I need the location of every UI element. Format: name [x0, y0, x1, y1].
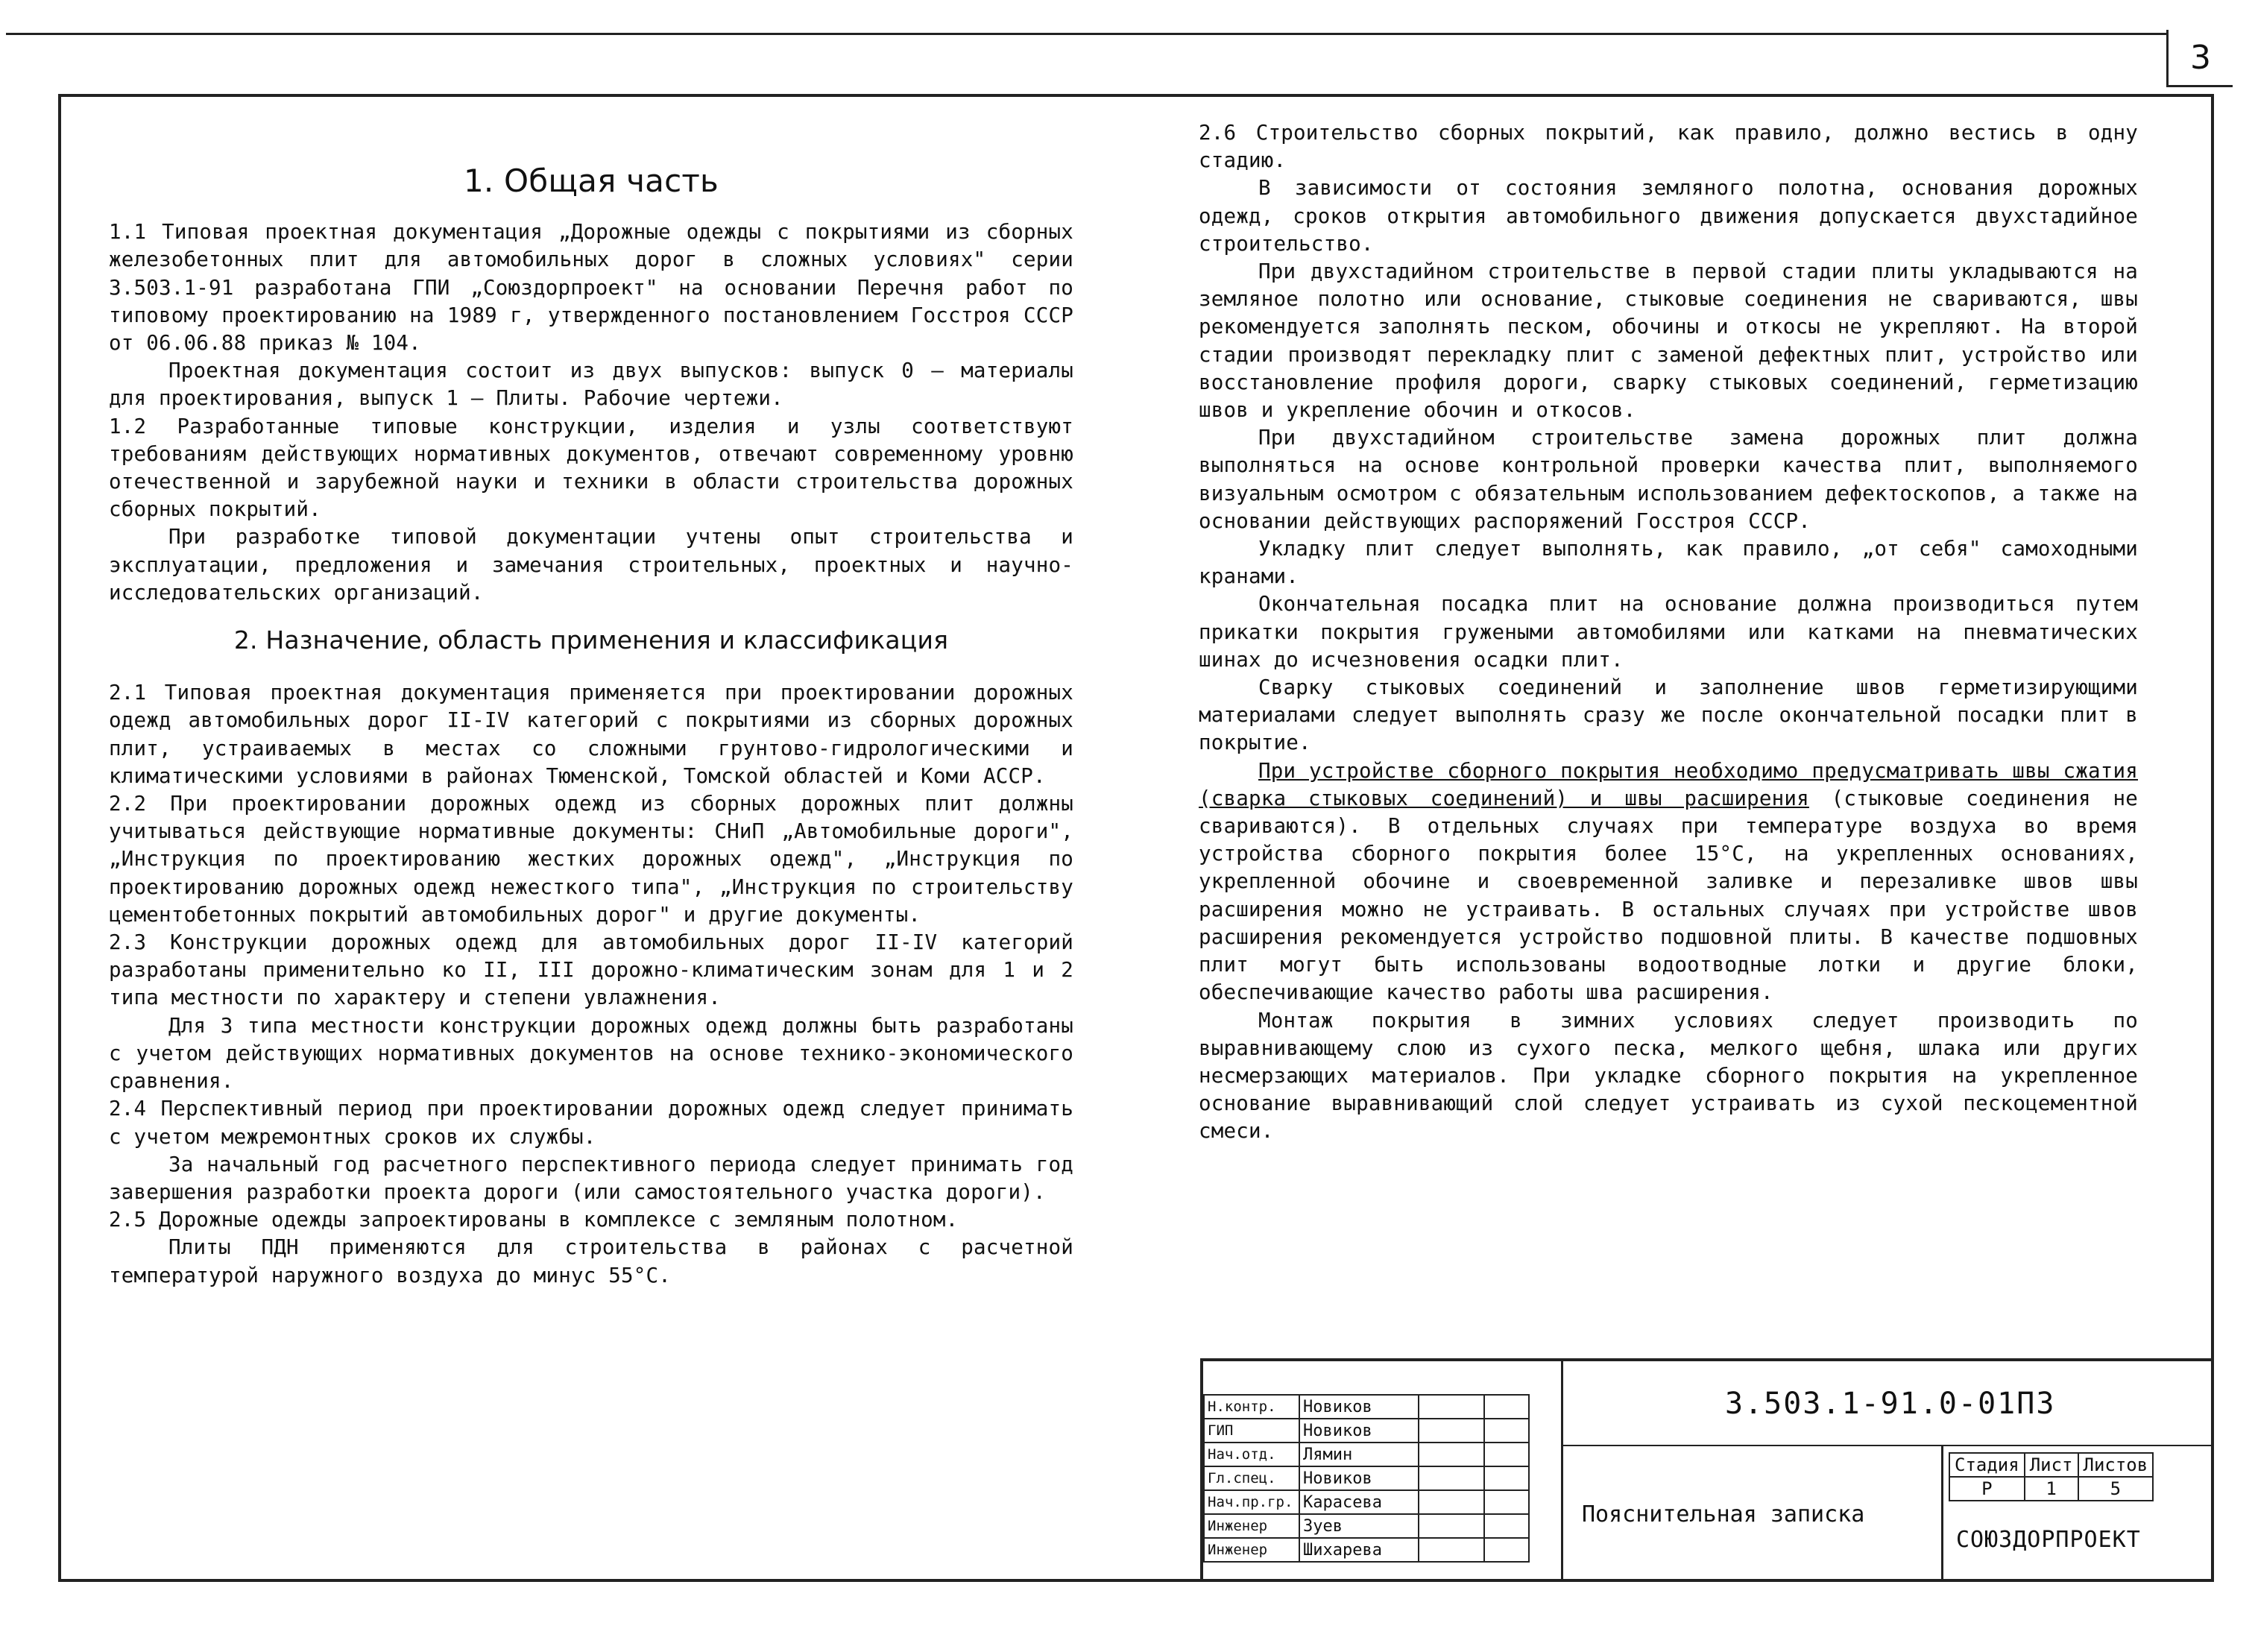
- section-1-title: 1. Общая часть: [464, 163, 719, 199]
- paragraph: При двухстадийном строительстве в первой стадии плиты укладываются на земляное полотно или основание, стыковые соединения не свариваются, швы рекомендуется заполнять песком, обочины и откосы не укрепляют. На второй стадии производят перекладку плит с заменой дефектных плит, устройство или восстановление профиля дороги, сварку стыковых соединений, герметизацию швов и укрепление обочин и откосов.: [1199, 259, 2138, 423]
- signature-table: [1203, 1394, 1530, 1563]
- paragraph: При двухстадийном строительстве замена дорожных плит должна выполняться на основе контрольной проверки качества плит, выполняемого визуальным осмотром с обязательным использованием дефектоскопов, а также на основании действующих распоряжений Госстроя СССР.: [1199, 426, 2138, 533]
- stage-value: Р: [1949, 1477, 2025, 1501]
- paragraph: 2.2 При проектировании дорожных одежд из сборных дорожных плит должны учитываться действующие нормативные документы: СНиП „Автомобильные дороги", „Инструкция по проектированию жестких дорожных одежд", „Инструкция по проектированию дорожных одежд нежесткого типа", „Инструкция по строительству цементобетонных покрытий автомобильных дорог" и другие документы.: [109, 792, 1073, 927]
- left-column: [109, 119, 1073, 1290]
- paragraph: 1.1 Типовая проектная документация „Дорожные одежды с покрытиями из сборных железобетонных плит для автомобильных дорог в сложных условиях" серии 3.503.1-91 разработана ГПИ „Союздорпроект" на основании Перечня работ по типовому проектированию на 1989 г, утвержденного постановлением Госстроя СССР от 06.06.88 приказ № 104.: [109, 220, 1073, 356]
- role-cell: ГИП: [1204, 1419, 1299, 1443]
- sheet-value: 1: [2025, 1477, 2078, 1501]
- paragraph: 1.2 Разработанные типовые конструкции, изделия и узлы соответствуют требованиям действующих нормативных документов, отвечают современному уровню отечественной и зарубежной науки и техники в области строительства дорожных сборных покрытий.: [109, 414, 1073, 522]
- paragraph: Для 3 типа местности конструкции дорожных одежд должны быть разработаны с учетом действующих нормативных документов на основе технико-экономического сравнения.: [109, 1013, 1073, 1094]
- date-cell: [1484, 1538, 1529, 1562]
- signature-cell: [1419, 1395, 1484, 1419]
- signature-cell: [1419, 1514, 1484, 1538]
- paragraph: 2.6 Строительство сборных покрытий, как правило, должно вестись в одну стадию.: [1199, 121, 2138, 173]
- paragraph: 2.5 Дорожные одежды запроектированы в комплексе с земляным полотном.: [109, 1208, 959, 1232]
- date-cell: [1484, 1514, 1529, 1538]
- organization: СОЮЗДОРПРОЕКТ: [1956, 1527, 2141, 1553]
- paragraph: 2.4 Перспективный период при проектировании дорожных одежд следует принимать с учетом межремонтных сроков их службы.: [109, 1097, 1073, 1149]
- signature-row: [1204, 1538, 1529, 1562]
- divider: [1941, 1445, 1943, 1582]
- sheet-header: Лист: [2025, 1453, 2078, 1477]
- name-cell: Новиков: [1299, 1466, 1419, 1490]
- signature-row: [1204, 1419, 1529, 1443]
- paragraph: 2.3 Конструкции дорожных одежд для автомобильных дорог II-IV категорий разработаны применительно ко II, III дорожно-климатическим зонам для 1 и 2 типа местности по характеру и степени увлажнения.: [109, 930, 1073, 1010]
- role-cell: Инженер: [1204, 1514, 1299, 1538]
- date-cell: [1484, 1490, 1529, 1514]
- paragraph: Сварку стыковых соединений и заполнение швов герметизирующими материалами следует выполнять сразу же после окончательной посадки плит в покрытие.: [1199, 675, 2138, 755]
- paragraph: Проектная документация состоит из двух выпусков: выпуск 0 — материалы для проектирования, выпуск 1 — Плиты. Рабочие чертежи.: [109, 359, 1073, 411]
- name-cell: Новиков: [1299, 1419, 1419, 1443]
- signature-cell: [1419, 1490, 1484, 1514]
- top-rule: [6, 33, 2166, 35]
- signature-row: [1204, 1514, 1529, 1538]
- date-cell: [1484, 1443, 1529, 1466]
- paragraph-tail: (стыковые соединения не свариваются). В отдельных случаях при температуре воздуха во время устройства сборного покрытия более 15°С, на укрепленных основаниях, укрепленной обочине и своевременной заливке и перезаливке швов швы расширения можно не устраивать. В остальных случаях при устройстве швов расширения рекомендуется устройство подшовной плиты. В качестве подшовных плит могут быть использованы водоотводные лотки и другие блоки, обеспечивающие качество работы шва расширения.: [1199, 786, 2138, 1005]
- role-cell: Нач.пр.гр.: [1204, 1490, 1299, 1514]
- sheets-value: 5: [2078, 1477, 2154, 1501]
- name-cell: Зуев: [1299, 1514, 1419, 1538]
- paragraph: За начальный год расчетного перспективного периода следует принимать год завершения разработки проекта дороги (или самостоятельного участка дороги).: [109, 1152, 1073, 1204]
- divider: [1561, 1445, 2214, 1446]
- signature-row: [1204, 1395, 1529, 1419]
- underlined-text: При устройстве сборного покрытия необходимо предусматривать швы сжатия (сварка стыковых соединений) и швы расширения: [1199, 758, 2138, 810]
- section-2-title: 2. Назначение, область применения и классификация: [233, 625, 949, 655]
- document-title: Пояснительная записка: [1582, 1501, 1865, 1528]
- signature-cell: [1419, 1443, 1484, 1466]
- role-cell: Инженер: [1204, 1538, 1299, 1562]
- paragraph: В зависимости от состояния земляного полотна, основания дорожных одежд, сроков открытия автомобильного движения допускается двухстадийное строительство.: [1199, 176, 2138, 256]
- name-cell: Карасева: [1299, 1490, 1419, 1514]
- role-cell: Нач.отд.: [1204, 1443, 1299, 1466]
- date-cell: [1484, 1466, 1529, 1490]
- signature-cell: [1419, 1419, 1484, 1443]
- date-cell: [1484, 1419, 1529, 1443]
- signature-row: [1204, 1490, 1529, 1514]
- signature-row: [1204, 1443, 1529, 1466]
- name-cell: Шихарева: [1299, 1538, 1419, 1562]
- page-number: 3: [2166, 30, 2233, 87]
- divider: [1561, 1361, 1563, 1582]
- document-code: 3.503.1-91.0-01ПЗ: [1725, 1387, 2056, 1421]
- paragraph: 2.1 Типовая проектная документация применяется при проектировании дорожных одежд автомобильных дорог II-IV категорий с покрытиями из сборных дорожных плит, устраиваемых в местах со сложными грунтово-гидрологическими и климатическими условиями в районах Тюменской, Томской областей и Коми АССР.: [109, 681, 1073, 788]
- date-cell: [1484, 1395, 1529, 1419]
- paragraph: Окончательная посадка плит на основание должна производиться путем прикатки покрытия гружеными автомобилями или катками на пневматических шинах до исчезновения осадки плит.: [1199, 592, 2138, 672]
- name-cell: Лямин: [1299, 1443, 1419, 1466]
- paragraph: [1199, 757, 2138, 1007]
- stage-header: Стадия: [1949, 1453, 2025, 1477]
- right-column: [1199, 119, 2138, 1146]
- role-cell: Гл.спец.: [1204, 1466, 1299, 1490]
- sheets-header: Листов: [2078, 1453, 2154, 1477]
- name-cell: Новиков: [1299, 1395, 1419, 1419]
- paragraph: Монтаж покрытия в зимних условиях следует производить по выравнивающему слою из сухого песка, мелкого щебня, шлака или других несмерзающих материалов. При укладке сборного покрытия на укрепленное основание выравнивающий слой следует устраивать из сухой пескоцементной смеси.: [1199, 1008, 2138, 1144]
- role-cell: Н.контр.: [1204, 1395, 1299, 1419]
- signature-cell: [1419, 1466, 1484, 1490]
- title-block: [1200, 1358, 2214, 1582]
- paragraph: Плиты ПДН применяются для строительства в районах с расчетной температурой наружного воздуха до минус 55°С.: [109, 1235, 1073, 1287]
- signature-cell: [1419, 1538, 1484, 1562]
- stage-table: [1949, 1452, 2154, 1501]
- paragraph: Укладку плит следует выполнять, как правило, „от себя" самоходными кранами.: [1199, 537, 2138, 589]
- paragraph: При разработке типовой документации учтены опыт строительства и эксплуатации, предложения и замечания строительных, проектных и научно-исследовательских организаций.: [109, 525, 1073, 605]
- signature-row: [1204, 1466, 1529, 1490]
